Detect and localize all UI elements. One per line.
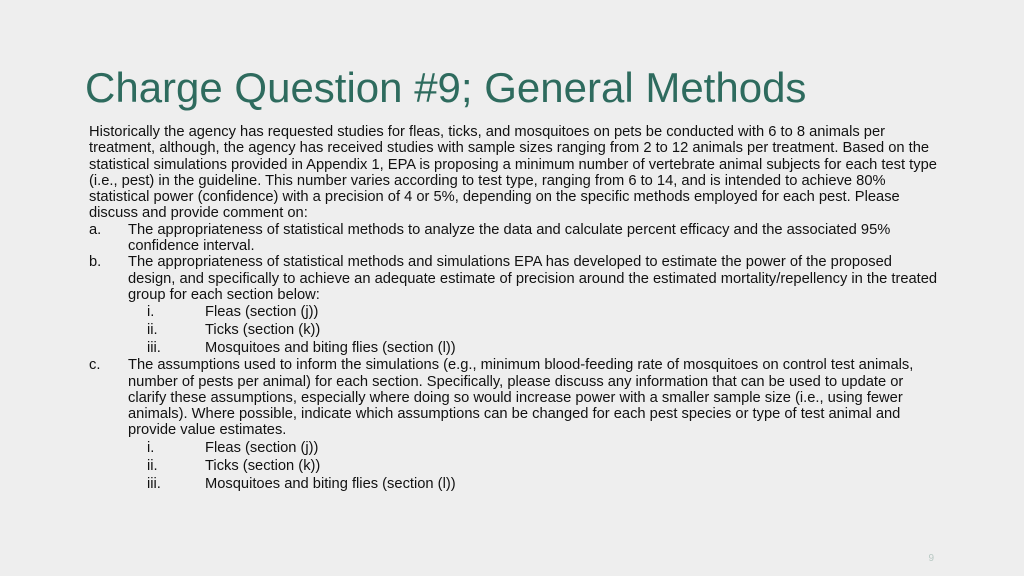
- sub-marker: iii.: [147, 340, 161, 357]
- sub-marker: iii.: [147, 475, 161, 492]
- sub-item-text: Mosquitoes and biting flies (section (l)): [205, 475, 456, 492]
- sub-marker: i.: [147, 439, 155, 456]
- list-marker: c.: [89, 357, 101, 374]
- slide-title: Charge Question #9; General Methods: [85, 64, 807, 111]
- sub-item: [89, 321, 939, 339]
- list-item-text: The appropriateness of statistical methods and simulations EPA has developed to estimate the power of the proposed design, and specifically to achieve an adequate estimate of precision around the estimated mortality/repellency in the treated group for each section below:: [128, 254, 938, 303]
- sub-marker: i.: [147, 304, 155, 321]
- sub-item-text: Ticks (section (k)): [205, 457, 321, 474]
- sub-item-text: Ticks (section (k)): [205, 322, 321, 339]
- list-marker: b.: [89, 254, 102, 271]
- sub-item: [89, 303, 939, 321]
- sub-item-text: Mosquitoes and biting flies (section (l)): [205, 340, 456, 357]
- list-item-b: [89, 254, 939, 303]
- sub-item: [89, 339, 939, 357]
- intro-paragraph: Historically the agency has requested studies for fleas, ticks, and mosquitoes on pets be conducted with 6 to 8 animals per treatment, although, the agency has received studies with sample sizes ranging from 2 to 12 animals per treatment. Based on the statistical simulations provided in Appendix 1, EPA is proposing a minimum number of vertebrate animal subjects for each test type (i.e., pest) in the guideline. This number varies according to test type, ranging from 6 to 14, and is intended to achieve 80% statistical power (confidence) with a precision of 4 or 5%, depending on the specific methods employed for each pest. Please discuss and provide comment on:: [89, 124, 937, 222]
- sub-item-text: Fleas (section (j)): [205, 439, 319, 456]
- list-item-text: The appropriateness of statistical methods to analyze the data and calculate percent efficacy and the associated 95% confidence interval.: [128, 221, 891, 255]
- list-item-c: [89, 357, 939, 438]
- list-item-a: [89, 222, 939, 255]
- sub-item-text: Fleas (section (j)): [205, 304, 319, 321]
- list-item-text: The assumptions used to inform the simulations (e.g., minimum blood-feeding rate of mosquitoes on control test animals, number of pests per animal) for each section. Specifically, please discuss any information that can be used to update or clarify these assumptions, especially where doing so would increase power with a smaller sample size (i.e., using fewer animals). Where possible, indicate which assumptions can be changed for each pest species or type of test animal and provide value estimates.: [128, 357, 914, 439]
- sub-marker: ii.: [147, 322, 158, 339]
- sub-marker: ii.: [147, 457, 158, 474]
- page-number: 9: [928, 553, 934, 564]
- sub-item: [89, 457, 939, 475]
- list-marker: a.: [89, 221, 102, 238]
- slide-body: [89, 124, 939, 493]
- sub-item: [89, 439, 939, 457]
- sub-item: [89, 475, 939, 493]
